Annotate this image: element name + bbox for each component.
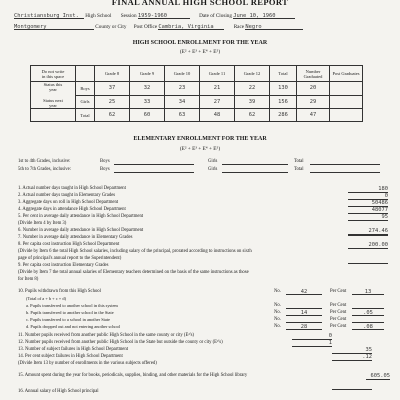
closing-label: Date of Closing	[199, 13, 232, 19]
elem-enrollment-heading: ELEMENTARY ENROLLMENT FOR THE YEAR	[133, 136, 267, 142]
session-value: 1959-1960	[138, 13, 190, 19]
session-label: Session	[120, 13, 137, 19]
post-office-value: Cambria, Virginia	[158, 24, 224, 30]
school-name: Christiansburg Inst.	[14, 13, 84, 19]
race-value: Negro	[245, 24, 303, 30]
hs-enrollment-formula: (E² + E³ + E⁴ + E⁵)	[179, 49, 221, 55]
col-header: Total	[270, 66, 297, 82]
col-header: Post Graduates	[330, 66, 363, 82]
col-header: Grade 9	[130, 66, 165, 82]
row-label: Boys	[76, 82, 95, 96]
table-row: Total 62 60 63 48 62 286 47	[31, 109, 363, 122]
corner-cell: Do not write in this space	[31, 66, 76, 82]
col-header: Number Graduated	[297, 66, 330, 82]
elem-enrollment-formula: (E² + E³ + E⁴ + E⁵)	[179, 146, 221, 152]
county-suffix: County or City	[95, 24, 127, 30]
report-title: FINAL ANNUAL HIGH SCHOOL REPORT	[111, 0, 289, 7]
county-value: Montgomery	[14, 24, 94, 30]
closing-value: June 10, 1960	[233, 13, 295, 19]
col-header: Grade 11	[200, 66, 235, 82]
table-row: Girls 25 33 34 27 39 156 29	[31, 95, 363, 109]
school-suffix: High School	[85, 13, 112, 19]
table-row: Status this year Status next year Boys 37 32 23 21 22 130 20	[31, 82, 363, 96]
race-label: Race	[233, 24, 245, 30]
header-line-1	[14, 13, 392, 19]
hs-enrollment-table	[30, 65, 363, 122]
hs-enrollment-heading: HIGH SCHOOL ENROLLMENT FOR THE YEAR	[132, 40, 268, 46]
header-line-2	[14, 24, 392, 30]
col-header: Grade 10	[165, 66, 200, 82]
row-label: Girls	[76, 95, 95, 109]
report-page: FINAL ANNUAL HIGH SCHOOL REPORT Christiansburg Inst. High School Session 1959-1960 Date of Closing June 10, 1960 Montgomery County or City Post Office Cambria, Virginia Race Negro HIGH SCHOOL ENROLLMENT FOR THE YEAR (E² + E³ + E⁴ + E⁵) Do not write in this space Grade 8 Grade 9 Grade 10 Grade 11 Grade 12 Total Number Graduated Post Graduates Status this year Status next year Boys 37 32 23 21 22 130 20 Girls 25 33 34 27 39 156 29 Total 62 60 63 48 62 286 47 ELEMENTARY ENROLLMENT FOR THE YEAR (E² + E³ + E⁴ + E⁵) 1st to 4th Grades, inclusive: Boys Girls Total 5th to 7th Grades, inclusive: Boys Girls Total 1. Actual number days taught in High School Department 180 2. Actual number days taught in Elementary Grades 0 3. Aggregate days on roll in High School Department 50486 4. Aggregate days in attendance High School Department 48077 5. Per cent in average daily attendance in High School Department 95 (Divide Item 4 by Item 3) 6. Number in average daily attendance in High School Department 274.46 7. Number in average daily attendance in Elementary Grades 8. Per capita cost instruction High School Department 200.00 (Divide by Item 6 the total High School salaries, including salary of the principal, prorated according to instructions on sixth page of principal's annual report to the Superintendent) 9. Per capita cost instruction Elementary Grades (Divide by Item 7 the total annual salaries of Elementary teachers determined on the basis of the same instructions as those for Item 8) 10. Pupils withdrawn from this High School No. 42 Per Cent 13 (Total of a + b + c + d) a. Pupils transferred to another school in this system No. Per Cent b. Pupils transferred to another school in the State No. 14 Per Cent .05 c. Pupils transferred to a school in another State No. Per Cent d. Pupils dropped out and not entering another school No. 28 Per Cent .08 11. Number pupils received from another public High School in the same county or city (E²'s) 0 12. Number pupils received from another public High School in the State but outside the county or city (E³'s) 1 13. Number of subject failures in High School Department 35 14. Per cent subject failures in High School Department .12 (Divide Item 13 by number of enrollments in the various subjects offered) 15. Amount spent during the year for books, periodicals, supplies, binding, and other materials for the High School library 605.05 16. Annual salary of High School principal	[0, 0, 400, 400]
post-office-label: Post Office	[133, 24, 158, 30]
status-this-year: Status this year Status next year	[31, 82, 76, 109]
row-label: Total	[76, 109, 95, 122]
col-header: Grade 12	[235, 66, 270, 82]
col-header: Grade 8	[95, 66, 130, 82]
